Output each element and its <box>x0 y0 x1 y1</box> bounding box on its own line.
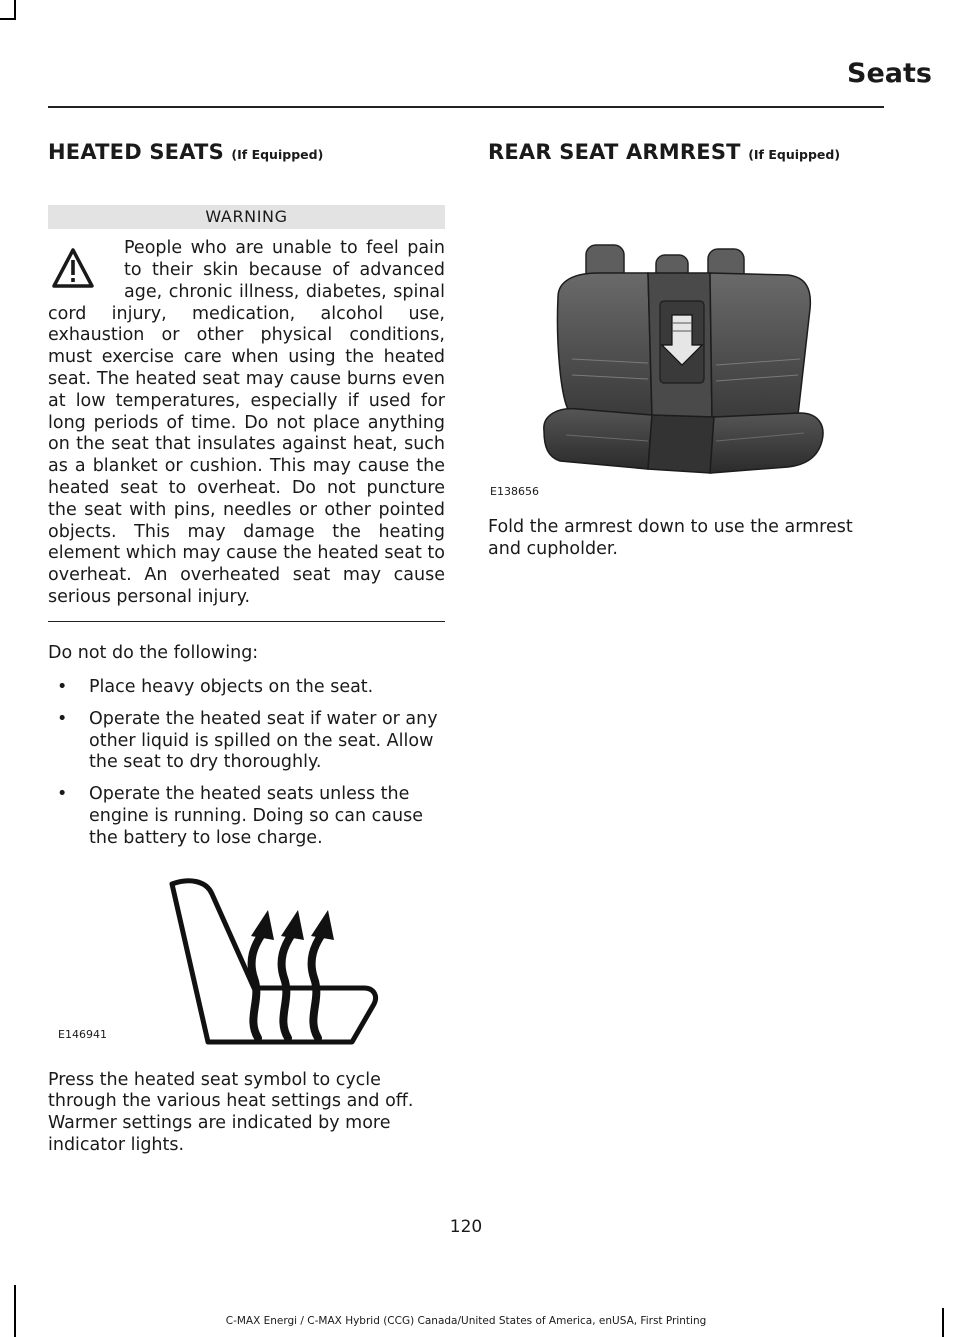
rear-seat-illustration <box>488 169 884 499</box>
rear-seat-figure <box>488 169 884 499</box>
crop-mark <box>942 1308 944 1337</box>
figure-code: E138656 <box>490 485 539 499</box>
heated-seats-title-suffix: (If Equipped) <box>231 147 324 162</box>
rear-armrest-section <box>488 140 884 561</box>
crop-mark <box>0 18 16 20</box>
figure-code: E146941 <box>58 1027 107 1041</box>
do-not-list <box>48 677 445 850</box>
heated-seat-icon <box>48 860 445 1060</box>
list-item: • Operate the heated seat if water or any other liquid is spilled on the seat. Allow the seat to dry thoroughly. <box>57 708 438 773</box>
warning-divider <box>48 621 445 623</box>
rear-armrest-heading <box>488 140 884 165</box>
heated-seats-title: HEATED SEATS <box>48 140 224 164</box>
rear-armrest-title-suffix: (If Equipped) <box>748 147 841 162</box>
crop-mark <box>14 1285 16 1337</box>
page-header-title: Seats <box>847 58 932 89</box>
heated-seat-instruction: Press the heated seat symbol to cycle through the various heat settings and off. Warmer settings are indicated by more indicator lights. <box>48 1069 414 1155</box>
rear-armrest-instruction: Fold the armrest down to use the armrest and cupholder. <box>488 517 853 559</box>
warning-box <box>48 238 445 609</box>
warning-text: People who are unable to feel pain to their skin because of advanced age, chronic illness, diabetes, spinal cord injury, medication, alcohol use, exhaustion or other physical conditions, must exercise care when using the heated seat. The heated seat may cause burns even at low temperatures, especially if used for long periods of time. Do not place anything on the seat that insulates against heat, such as a blanket or cushion. This may cause the heated seat to overheat. Do not puncture the seat with pins, needles or other pointed objects. This may damage the heating element which may cause the heated seat to overheat. An overheated seat may cause serious personal injury. <box>48 238 445 607</box>
warning-triangle-icon <box>48 238 120 302</box>
page-number: 120 <box>449 1217 483 1237</box>
heated-seats-heading <box>48 140 445 165</box>
do-not-intro: Do not do the following: <box>48 643 259 664</box>
rear-armrest-title: REAR SEAT ARMREST <box>488 140 741 164</box>
heated-seats-section <box>48 140 445 1157</box>
crop-mark <box>14 0 16 20</box>
warning-label: WARNING <box>48 205 445 229</box>
heated-seat-figure <box>48 860 445 1060</box>
list-item: • Operate the heated seats unless the engine is running. Doing so can cause the battery to lose charge. <box>57 784 423 848</box>
list-item: • Place heavy objects on the seat. <box>57 677 374 698</box>
header-divider <box>48 106 884 108</box>
page-footer: C-MAX Energi / C-MAX Hybrid (CCG) Canada/United States of America, enUSA, First Printing <box>225 1315 707 1327</box>
